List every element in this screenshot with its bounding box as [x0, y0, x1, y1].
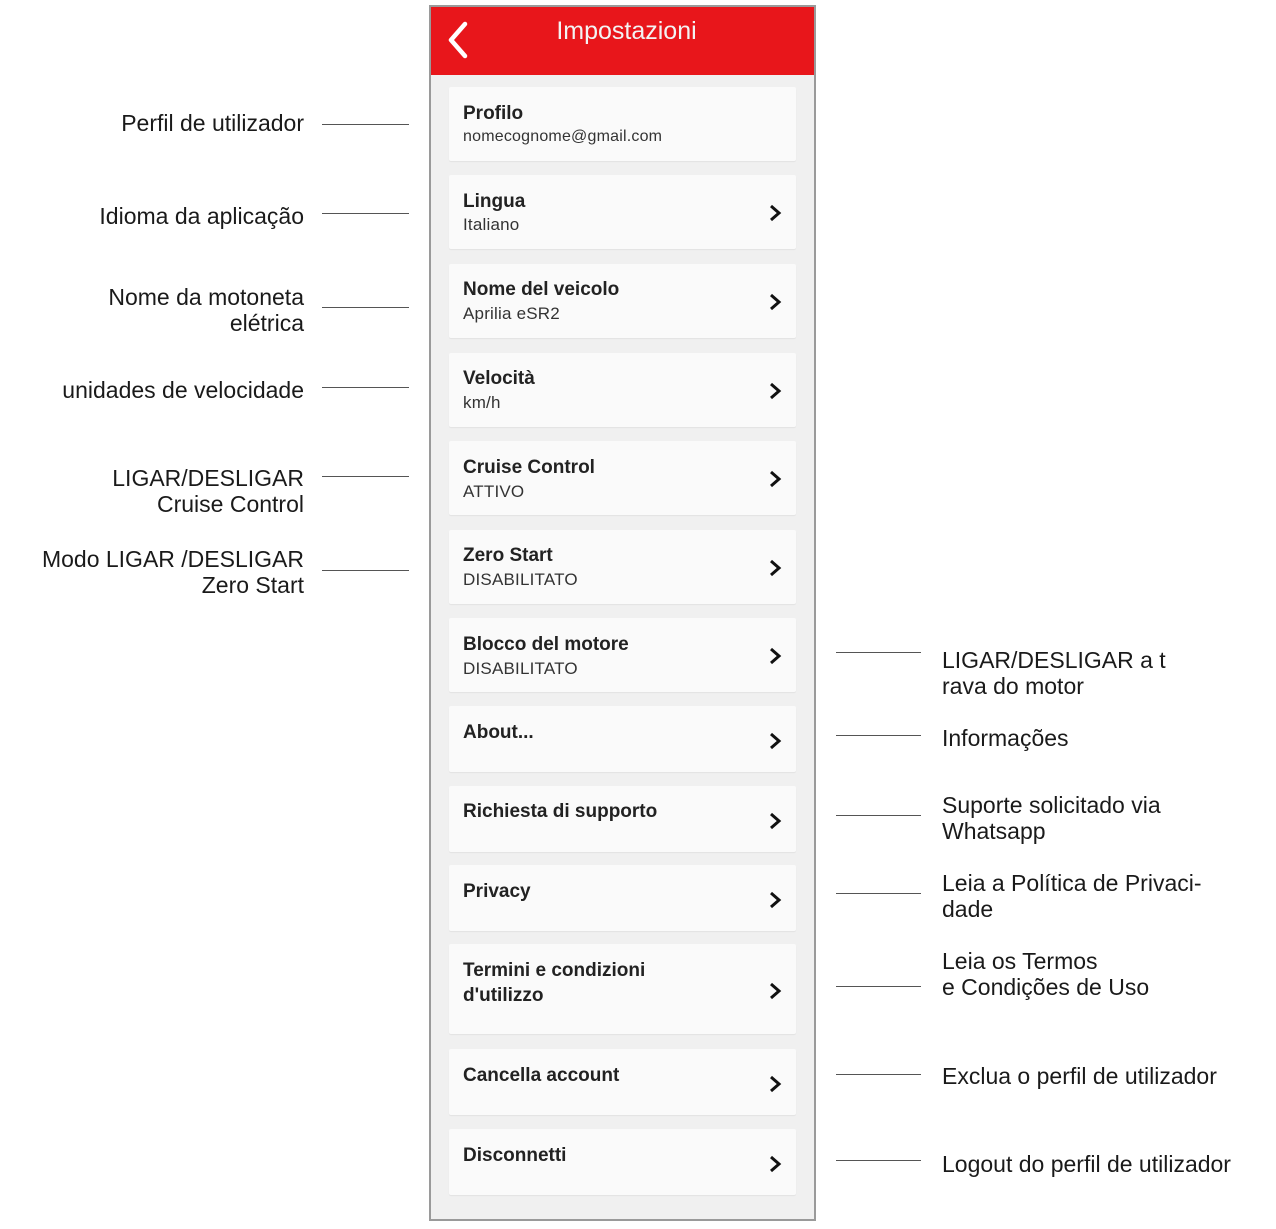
annotation-leader-line [836, 815, 921, 816]
annotation-leader-line [836, 1160, 921, 1161]
item-title: Richiesta di supporto [463, 801, 658, 822]
settings-item-about[interactable] [449, 706, 796, 772]
annotation-leader-line [836, 735, 921, 736]
item-subtitle: nomecognome@gmail.com [463, 128, 663, 145]
item-title-line2: d'utilizzo [463, 985, 544, 1006]
item-title: Profilo [463, 103, 524, 124]
item-subtitle: ATTIVO [463, 482, 525, 501]
annotation-vehicle-name: Nome da motoneta elétrica [108, 284, 304, 336]
chevron-right-icon [768, 646, 782, 666]
chevron-right-icon [768, 981, 782, 1001]
item-title-line1: Termini e condizioni [463, 960, 646, 981]
settings-item-language[interactable] [449, 175, 796, 249]
chevron-right-icon [768, 811, 782, 831]
annotation-leader-line [836, 652, 921, 653]
annotation-about: Informações [942, 725, 1069, 751]
annotation-leader-line [836, 893, 921, 894]
settings-item-vehicle-name[interactable] [449, 264, 796, 338]
annotation-zero-start: Modo LIGAR /DESLIGAR Zero Start [41, 546, 304, 598]
item-title: Blocco del motore [463, 634, 629, 655]
item-title: Disconnetti [463, 1145, 567, 1166]
annotation-leader-line [322, 570, 409, 571]
annotation-leader-line [322, 307, 409, 308]
settings-item-support-request[interactable] [449, 786, 796, 852]
item-title: Velocità [463, 368, 535, 389]
chevron-right-icon [768, 890, 782, 910]
annotation-profile: Perfil de utilizador [121, 110, 304, 136]
item-subtitle: DISABILITATO [463, 659, 578, 678]
settings-item-zero-start[interactable] [449, 530, 796, 604]
phone-screen [429, 5, 816, 1221]
item-title: Zero Start [463, 545, 553, 566]
settings-item-speed[interactable] [449, 353, 796, 427]
settings-item-delete-account[interactable] [449, 1049, 796, 1115]
chevron-right-icon [768, 1074, 782, 1094]
annotation-leader-line [836, 986, 921, 987]
annotation-leader-line [322, 476, 409, 477]
annotation-logout: Logout do perfil de utilizador [942, 1151, 1231, 1177]
chevron-right-icon [768, 203, 782, 223]
settings-item-engine-lock[interactable] [449, 618, 796, 692]
item-title: About... [463, 722, 534, 743]
app-header [431, 7, 814, 75]
annotation-support: Suporte solicitado via Whatsapp [942, 792, 1161, 844]
item-title: Cancella account [463, 1065, 620, 1086]
annotation-leader-line [322, 213, 409, 214]
item-title: Privacy [463, 881, 531, 902]
item-subtitle: km/h [463, 393, 501, 412]
annotation-leader-line [836, 1074, 921, 1075]
annotation-terms: Leia os Termos e Condições de Uso [942, 948, 1150, 1000]
page-title: Impostazioni [556, 17, 697, 45]
annotation-leader-line [322, 124, 409, 125]
annotation-leader-line [322, 387, 409, 388]
annotation-privacy: Leia a Política de Privaci- dade [942, 870, 1202, 922]
chevron-right-icon [768, 558, 782, 578]
annotation-engine-lock: LIGAR/DESLIGAR a t rava do motor [942, 647, 1166, 699]
settings-item-profile[interactable] [449, 87, 796, 161]
chevron-right-icon [768, 381, 782, 401]
annotation-language: Idioma da aplicação [99, 203, 304, 229]
item-subtitle: Italiano [463, 215, 520, 234]
settings-item-privacy[interactable] [449, 865, 796, 931]
annotation-speed-units: unidades de velocidade [62, 377, 304, 403]
item-title: Lingua [463, 191, 526, 212]
item-title: Nome del veicolo [463, 279, 620, 300]
settings-item-logout[interactable] [449, 1129, 796, 1195]
annotation-cruise-control: LIGAR/DESLIGAR Cruise Control [112, 465, 304, 517]
chevron-right-icon [768, 731, 782, 751]
item-title: Cruise Control [463, 457, 595, 478]
item-subtitle: Aprilia eSR2 [463, 304, 560, 323]
chevron-right-icon [768, 1154, 782, 1174]
annotation-delete-account: Exclua o perfil de utilizador [942, 1063, 1217, 1089]
chevron-right-icon [768, 469, 782, 489]
settings-item-terms[interactable] [449, 944, 796, 1034]
item-subtitle: DISABILITATO [463, 570, 578, 589]
chevron-right-icon [768, 292, 782, 312]
settings-item-cruise-control[interactable] [449, 441, 796, 515]
